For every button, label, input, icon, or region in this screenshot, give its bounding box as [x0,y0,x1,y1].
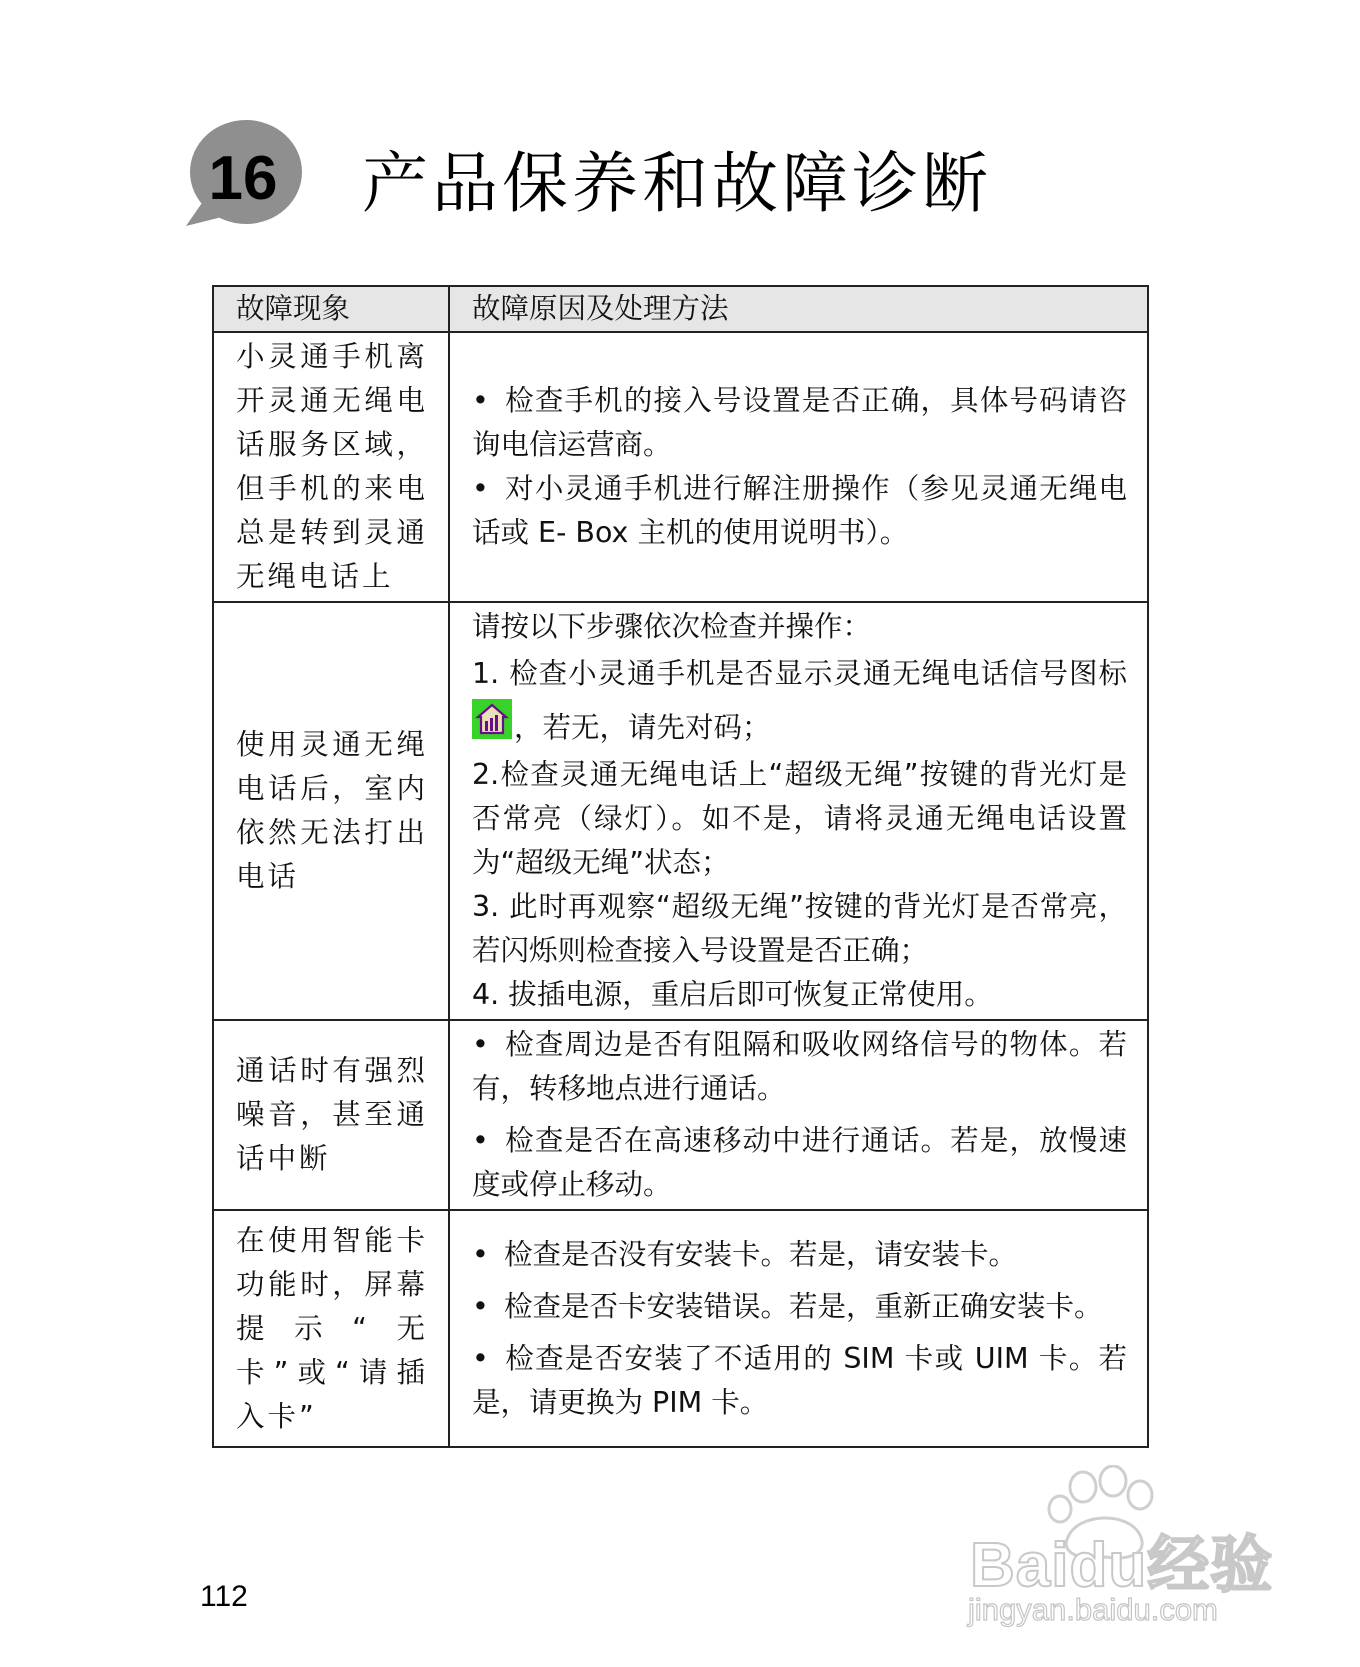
header-symptom: 故障现象 [213,286,449,332]
cause-cell [449,602,1148,1020]
list-item: • 检查是否卡安装错误。若是，重新正确安装卡。 [472,1289,1103,1323]
symptom-cell: 在使用智能卡功能时，屏幕提示“无卡”或“请插入卡” [213,1210,449,1447]
cordless-home-signal-icon [472,699,512,739]
step-2: 2.检查灵通无绳电话上“超级无绳”按键的背光灯是否常亮（绿灯）。如不是，请将灵通无绳电话设置为“超级无绳”状态； [472,758,1127,879]
list-item: • 检查是否安装了不适用的 SIM 卡或 UIM 卡。若是，请更换为 PIM 卡。 [472,1341,1127,1419]
symptom-cell: 通话时有强烈噪音，甚至通话中断 [213,1020,449,1210]
troubleshooting-table [212,285,1149,1448]
list-item: • 检查周边是否有阻隔和吸收网络信号的物体。若有，转移地点进行通话。 [472,1028,1127,1105]
chapter-title: 产品保养和故障诊断 [362,145,992,222]
cause-cell [449,1210,1148,1447]
table-row [213,332,1148,602]
list-item: • 检查是否没有安装卡。若是，请安装卡。 [472,1237,1018,1271]
symptom-cell: 小灵通手机离开灵通无绳电话服务区域，但手机的来电总是转到灵通无绳电话上 [213,332,449,602]
step-4: 4. 拔插电源，重启后即可恢复正常使用。 [472,978,993,1011]
cause-cell [449,332,1148,602]
watermark-brand: Baidu经验 [970,1531,1274,1600]
symptom-cell: 使用灵通无绳电话后，室内依然无法打出电话 [213,602,449,1020]
step-3: 3. 此时再观察“超级无绳”按键的背光灯是否常亮，若闪烁则检查接入号设置是否正确； [472,890,1127,967]
table-header-row [213,286,1148,332]
cause-cell [449,1020,1148,1210]
table-row [213,1210,1148,1447]
watermark-url: jingyan.baidu.com [968,1592,1218,1627]
list-item: • 对小灵通手机进行解注册操作（参见灵通无绳电话或 E- Box 主机的使用说明书）。 [472,472,1127,549]
header-cause: 故障原因及处理方法 [449,286,1148,332]
list-item: • 检查是否在高速移动中进行通话。若是，放慢速度或停止移动。 [472,1124,1127,1201]
list-item: • 检查手机的接入号设置是否正确，具体号码请咨询电信运营商。 [472,384,1127,461]
steps-intro: 请按以下步骤依次检查并操作： [472,610,872,643]
table-row [213,1020,1148,1210]
step-1: 1. 检查小灵通手机是否显示灵通无绳电话信号图标 ，若无，请先对码； [472,657,1127,744]
table-row [213,602,1148,1020]
chapter-number: 16 [208,143,278,213]
page-number: 112 [200,1580,248,1613]
